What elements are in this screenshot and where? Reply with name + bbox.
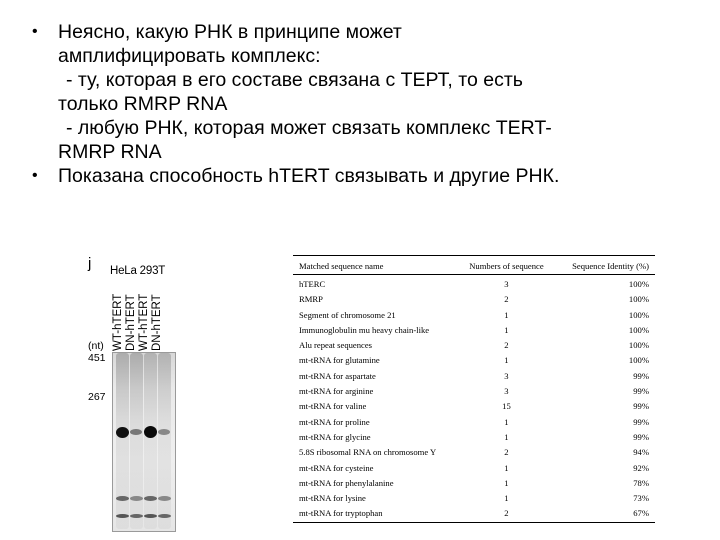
cell-count: 3 [504, 386, 509, 397]
sub-bullet-1 [30, 68, 710, 116]
cell-name: RMRP [299, 294, 323, 305]
cell-count: 1 [504, 324, 509, 335]
lane-label-3: WT-hTERT [138, 293, 150, 351]
cell-name: hTERC [299, 279, 326, 289]
sub-bullet-2 [30, 116, 710, 164]
cell-count: 1 [504, 477, 509, 488]
cell-identity: 92% [633, 462, 649, 473]
bottom-band-lane-3 [144, 514, 157, 518]
table-header [293, 256, 655, 274]
cell-count: 1 [504, 431, 509, 442]
sub-bullet-1-line-2: только RMRP RNA [58, 93, 228, 115]
marker-451: 451 [88, 352, 106, 364]
lower-band-lane-4 [158, 496, 171, 501]
sub-bullet-2-line-1: - любую РНК, которая может связать комплекс TERT- [66, 117, 552, 139]
table-row [293, 399, 655, 414]
cell-name: Alu repeat sequences [299, 340, 373, 351]
band-lane-1 [116, 427, 129, 438]
lane-labels [112, 281, 168, 351]
header-identity: Sequence Identity (%) [572, 261, 649, 271]
cell-identity: 73% [633, 493, 649, 504]
lower-band-lane-1 [116, 496, 129, 501]
cell-count: 2 [504, 447, 509, 458]
table-row [293, 292, 655, 307]
table-row [293, 384, 655, 399]
bottom-band-lane-1 [116, 514, 129, 518]
cell-count: 15 [502, 401, 511, 412]
size-unit-label: (nt) [88, 340, 104, 352]
bottom-band-lane-4 [158, 514, 171, 518]
sequence-table [293, 255, 655, 523]
table-row [293, 430, 655, 445]
table-row [293, 445, 655, 460]
lane-label-1: WT-hTERT [112, 293, 124, 351]
cell-identity: 99% [633, 401, 649, 412]
lane-3-smear [144, 353, 157, 529]
cell-identity: 100% [628, 309, 649, 320]
cell-name: mt-tRNA for phenylalanine [299, 477, 394, 488]
cell-count: 3 [504, 370, 509, 381]
bullet-dot: • [32, 23, 38, 40]
lane-2-smear [130, 353, 143, 529]
cell-identity: 94% [633, 447, 649, 458]
lower-band-lane-3 [144, 496, 157, 501]
header-count: Numbers of sequence [469, 261, 544, 271]
table-row [293, 338, 655, 353]
table-row [293, 491, 655, 506]
table-row [293, 476, 655, 491]
cell-name: Segment of chromosome 21 [299, 309, 396, 320]
lane-label-2: DN-hTERT [125, 294, 137, 351]
sub-bullet-1-line-1: - ту, которая в его составе связана с ТЕРТ, то есть [66, 69, 523, 91]
cell-identity: 100% [628, 324, 649, 335]
bottom-band-lane-2 [130, 514, 143, 518]
cell-name: Immunoglobulin mu heavy chain-like [299, 324, 430, 335]
lane-1-smear [116, 353, 129, 529]
cell-line-label: HeLa 293T [110, 265, 166, 277]
cell-identity: 100% [628, 279, 649, 289]
table-body [293, 275, 655, 522]
cell-count: 2 [504, 294, 509, 305]
cell-name: mt-tRNA for cysteine [299, 462, 374, 473]
lane-4-smear [158, 353, 171, 529]
faint-band-lane-2 [130, 429, 142, 435]
cell-identity: 100% [628, 355, 649, 366]
sub-bullet-2-line-2: RMRP RNA [58, 141, 162, 163]
bullet-2-line-1: Показана способность hTERT связывать и другие РНК. [58, 165, 560, 187]
header-name: Matched sequence name [299, 261, 384, 271]
cell-name: mt-tRNA for glycine [299, 431, 371, 442]
table-row [293, 369, 655, 384]
cell-name: mt-tRNA for arginine [299, 386, 374, 397]
table-row [293, 461, 655, 476]
table-row [293, 277, 655, 292]
bullet-dot: • [32, 167, 38, 184]
table-bottom-rule [293, 522, 655, 523]
cell-name: 5.8S ribosomal RNA on chromosome Y [299, 447, 437, 458]
bullet-1 [30, 20, 710, 68]
cell-identity: 99% [633, 370, 649, 381]
table-row [293, 415, 655, 430]
cell-identity: 67% [633, 508, 649, 519]
lane-label-4: DN-hTERT [151, 294, 163, 351]
cell-name: mt-tRNA for valine [299, 401, 367, 412]
table-row [293, 308, 655, 323]
table-row [293, 353, 655, 368]
panel-label: j [88, 255, 92, 272]
bullet-2 [30, 164, 710, 188]
band-lane-3 [144, 426, 157, 438]
cell-count: 2 [504, 508, 509, 519]
gel-figure [85, 255, 265, 530]
cell-name: mt-tRNA for glutamine [299, 355, 380, 366]
cell-count: 1 [504, 309, 509, 320]
faint-band-lane-4 [158, 429, 170, 435]
cell-identity: 99% [633, 416, 649, 427]
table-row [293, 506, 655, 521]
cell-name: mt-tRNA for proline [299, 416, 370, 427]
cell-count: 2 [504, 340, 509, 351]
cell-identity: 99% [633, 386, 649, 397]
gel-image [112, 352, 176, 532]
cell-name: mt-tRNA for lysine [299, 493, 366, 504]
bullet-list [30, 20, 710, 188]
cell-count: 1 [504, 416, 509, 427]
cell-identity: 78% [633, 477, 649, 488]
cell-count: 1 [504, 355, 509, 366]
bullet-1-line-2: амплифицировать комплекс: [58, 45, 321, 67]
marker-267: 267 [88, 391, 106, 403]
cell-identity: 100% [628, 340, 649, 351]
cell-name: mt-tRNA for tryptophan [299, 508, 383, 519]
cell-identity: 99% [633, 431, 649, 442]
cell-name: mt-tRNA for aspartate [299, 370, 376, 381]
table-row [293, 323, 655, 338]
bullet-1-line-1: Неясно, какую РНК в принципе может [58, 21, 402, 43]
cell-count: 1 [504, 462, 509, 473]
lower-band-lane-2 [130, 496, 143, 501]
cell-count: 1 [504, 493, 509, 504]
cell-count: 3 [504, 279, 509, 289]
cell-identity: 100% [628, 294, 649, 305]
